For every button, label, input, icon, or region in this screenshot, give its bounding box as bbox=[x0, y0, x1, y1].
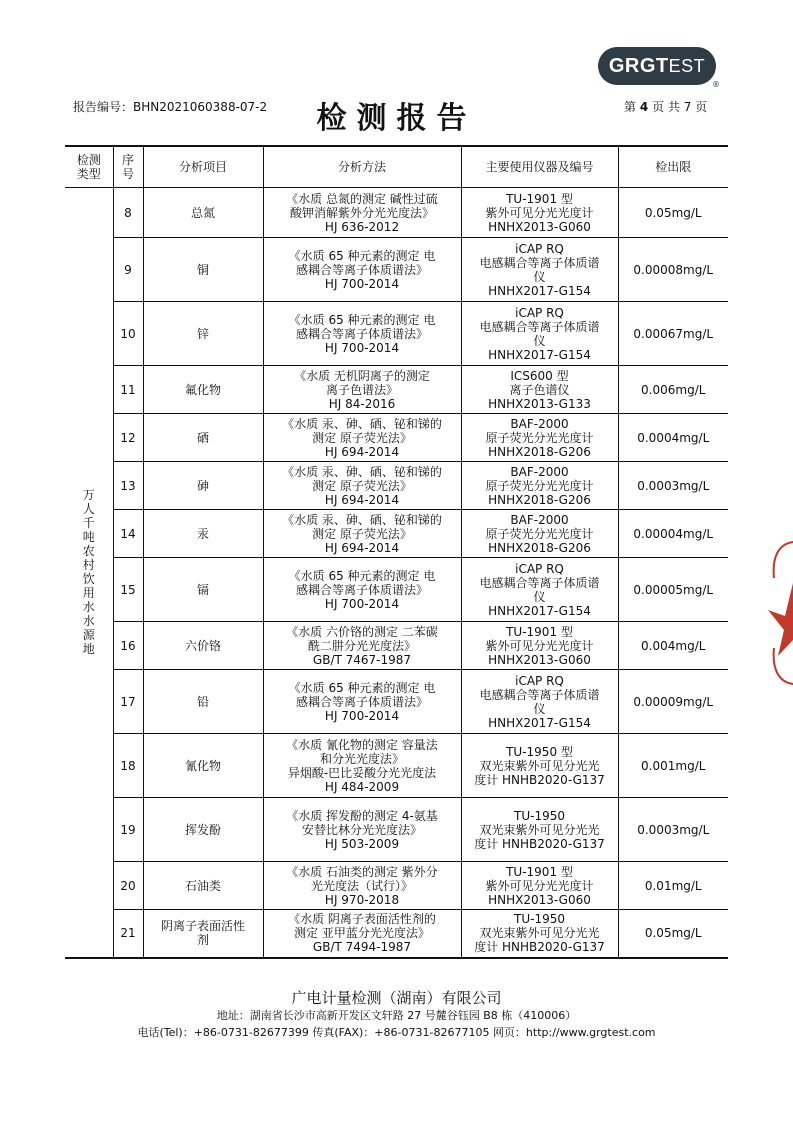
row-instrument: TU-1901 型 紫外可见分光光度计 HNHX2013-G060 bbox=[461, 188, 618, 238]
row-no: 12 bbox=[113, 414, 143, 462]
row-method: 《水质 挥发酚的测定 4-氨基 安替比林分光光度法》 HJ 503-2009 bbox=[263, 798, 461, 862]
row-instrument: iCAP RQ 电感耦合等离子体质谱 仪 HNHX2017-G154 bbox=[461, 558, 618, 622]
header-type: 检测 类型 bbox=[65, 146, 113, 188]
row-method: 《水质 65 种元素的测定 电 感耦合等离子体质谱法》 HJ 700-2014 bbox=[263, 558, 461, 622]
row-no: 21 bbox=[113, 910, 143, 958]
row-item: 六价铬 bbox=[143, 622, 263, 670]
row-item: 阴离子表面活性 剂 bbox=[143, 910, 263, 958]
header-item: 分析项目 bbox=[143, 146, 263, 188]
table-header-row bbox=[65, 146, 728, 188]
grgtest-logo bbox=[598, 47, 716, 85]
row-method: 《水质 65 种元素的测定 电 感耦合等离子体质谱法》 HJ 700-2014 bbox=[263, 670, 461, 734]
row-instrument: TU-1901 型 紫外可见分光光度计 HNHX2013-G060 bbox=[461, 622, 618, 670]
row-method: 《水质 阴离子表面活性剂的 测定 亚甲蓝分光光度法》 GB/T 7494-1987 bbox=[263, 910, 461, 958]
table-row bbox=[65, 670, 728, 734]
row-no: 10 bbox=[113, 302, 143, 366]
row-limit: 0.006mg/L bbox=[618, 366, 728, 414]
row-instrument: BAF-2000 原子荧光分光光度计 HNHX2018-G206 bbox=[461, 462, 618, 510]
row-limit: 0.00004mg/L bbox=[618, 510, 728, 558]
page-current: 4 bbox=[639, 100, 649, 114]
row-limit: 0.0004mg/L bbox=[618, 414, 728, 462]
row-method: 《水质 65 种元素的测定 电 感耦合等离子体质谱法》 HJ 700-2014 bbox=[263, 238, 461, 302]
row-method: 《水质 65 种元素的测定 电 感耦合等离子体质谱法》 HJ 700-2014 bbox=[263, 302, 461, 366]
row-instrument: TU-1950 双光束紫外可见分光光 度计 HNHB2020-G137 bbox=[461, 798, 618, 862]
row-limit: 0.00005mg/L bbox=[618, 558, 728, 622]
row-instrument: TU-1950 型 双光束紫外可见分光光 度计 HNHB2020-G137 bbox=[461, 734, 618, 798]
row-limit: 0.001mg/L bbox=[618, 734, 728, 798]
row-method: 《水质 总氮的测定 碱性过硫 酸钾消解紫外分光光度法》 HJ 636-2012 bbox=[263, 188, 461, 238]
document-title: 检测报告 bbox=[316, 101, 477, 136]
row-item: 铜 bbox=[143, 238, 263, 302]
page-indicator: 第 4 页 共 7 页 bbox=[624, 100, 708, 114]
row-method: 《水质 无机阴离子的测定 离子色谱法》 HJ 84-2016 bbox=[263, 366, 461, 414]
row-instrument: TU-1901 型 紫外可见分光光度计 HNHX2013-G060 bbox=[461, 862, 618, 910]
row-method: 《水质 石油类的测定 紫外分 光光度法（试行）》 HJ 970-2018 bbox=[263, 862, 461, 910]
footer-address: 地址：湖南省长沙市高新开发区文轩路 27 号麓谷钰园 B8 栋（410006） bbox=[216, 1009, 577, 1022]
category-cell: 万人千吨农村饮用水水源地 bbox=[65, 188, 113, 958]
row-item: 锌 bbox=[143, 302, 263, 366]
row-limit: 0.05mg/L bbox=[618, 910, 728, 958]
row-limit: 0.004mg/L bbox=[618, 622, 728, 670]
row-limit: 0.00067mg/L bbox=[618, 302, 728, 366]
page-total: 7 bbox=[683, 100, 692, 114]
row-item: 石油类 bbox=[143, 862, 263, 910]
table-row bbox=[65, 734, 728, 798]
header-no: 序 号 bbox=[113, 146, 143, 188]
row-limit: 0.0003mg/L bbox=[618, 798, 728, 862]
row-no: 14 bbox=[113, 510, 143, 558]
table-row bbox=[65, 798, 728, 862]
row-instrument: TU-1950 双光束紫外可见分光光 度计 HNHB2020-G137 bbox=[461, 910, 618, 958]
row-method: 《水质 汞、砷、硒、铋和锑的 测定 原子荧光法》 HJ 694-2014 bbox=[263, 414, 461, 462]
table-row bbox=[65, 862, 728, 910]
row-item: 总氮 bbox=[143, 188, 263, 238]
logo-text-thin: EST bbox=[668, 55, 706, 76]
row-limit: 0.0003mg/L bbox=[618, 462, 728, 510]
row-limit: 0.05mg/L bbox=[618, 188, 728, 238]
row-limit: 0.00009mg/L bbox=[618, 670, 728, 734]
table-row bbox=[65, 558, 728, 622]
row-limit: 0.01mg/L bbox=[618, 862, 728, 910]
row-item: 氰化物 bbox=[143, 734, 263, 798]
row-item: 铅 bbox=[143, 670, 263, 734]
row-no: 18 bbox=[113, 734, 143, 798]
report-number: 报告编号：BHN2021060388-07-2 bbox=[73, 100, 268, 114]
row-no: 8 bbox=[113, 188, 143, 238]
header-instrument: 主要使用仪器及编号 bbox=[461, 146, 618, 188]
row-no: 9 bbox=[113, 238, 143, 302]
row-item: 汞 bbox=[143, 510, 263, 558]
row-no: 13 bbox=[113, 462, 143, 510]
table-row bbox=[65, 910, 728, 958]
table-row bbox=[65, 622, 728, 670]
row-instrument: BAF-2000 原子荧光分光光度计 HNHX2018-G206 bbox=[461, 510, 618, 558]
row-no: 17 bbox=[113, 670, 143, 734]
footer-company: 广电计量检测（湖南）有限公司 bbox=[291, 989, 502, 1007]
table-row bbox=[65, 238, 728, 302]
row-instrument: iCAP RQ 电感耦合等离子体质谱 仪 HNHX2017-G154 bbox=[461, 302, 618, 366]
row-instrument: iCAP RQ 电感耦合等离子体质谱 仪 HNHX2017-G154 bbox=[461, 670, 618, 734]
seal-stamp-partial bbox=[768, 538, 793, 688]
row-item: 砷 bbox=[143, 462, 263, 510]
analysis-table bbox=[65, 145, 728, 959]
row-limit: 0.00008mg/L bbox=[618, 238, 728, 302]
logo-text-bold: GRGT bbox=[608, 54, 669, 77]
table-row bbox=[65, 366, 728, 414]
row-instrument: ICS600 型 离子色谱仪 HNHX2013-G133 bbox=[461, 366, 618, 414]
table-row bbox=[65, 462, 728, 510]
row-no: 19 bbox=[113, 798, 143, 862]
row-method: 《水质 氰化物的测定 容量法 和分光光度法》 异烟酸-巴比妥酸分光光度法 HJ 484-2009 bbox=[263, 734, 461, 798]
table-row bbox=[65, 188, 728, 238]
row-no: 11 bbox=[113, 366, 143, 414]
row-method: 《水质 汞、砷、硒、铋和锑的 测定 原子荧光法》 HJ 694-2014 bbox=[263, 462, 461, 510]
row-no: 16 bbox=[113, 622, 143, 670]
table-row bbox=[65, 302, 728, 366]
table-row bbox=[65, 414, 728, 462]
registered-mark: ® bbox=[712, 80, 720, 89]
row-item: 硒 bbox=[143, 414, 263, 462]
row-item: 氟化物 bbox=[143, 366, 263, 414]
row-item: 镉 bbox=[143, 558, 263, 622]
row-instrument: iCAP RQ 电感耦合等离子体质谱 仪 HNHX2017-G154 bbox=[461, 238, 618, 302]
row-no: 15 bbox=[113, 558, 143, 622]
table-row bbox=[65, 510, 728, 558]
row-no: 20 bbox=[113, 862, 143, 910]
row-method: 《水质 六价铬的测定 二苯碳 酰二肼分光光度法》 GB/T 7467-1987 bbox=[263, 622, 461, 670]
header-limit: 检出限 bbox=[618, 146, 728, 188]
footer-contact: 电话(Tel)：+86-0731-82677399 传真(FAX)：+86-0731-82677105 网页：http://www.grgtest.com bbox=[137, 1026, 656, 1039]
row-item: 挥发酚 bbox=[143, 798, 263, 862]
row-instrument: BAF-2000 原子荧光分光光度计 HNHX2018-G206 bbox=[461, 414, 618, 462]
row-method: 《水质 汞、砷、硒、铋和锑的 测定 原子荧光法》 HJ 694-2014 bbox=[263, 510, 461, 558]
header-method: 分析方法 bbox=[263, 146, 461, 188]
